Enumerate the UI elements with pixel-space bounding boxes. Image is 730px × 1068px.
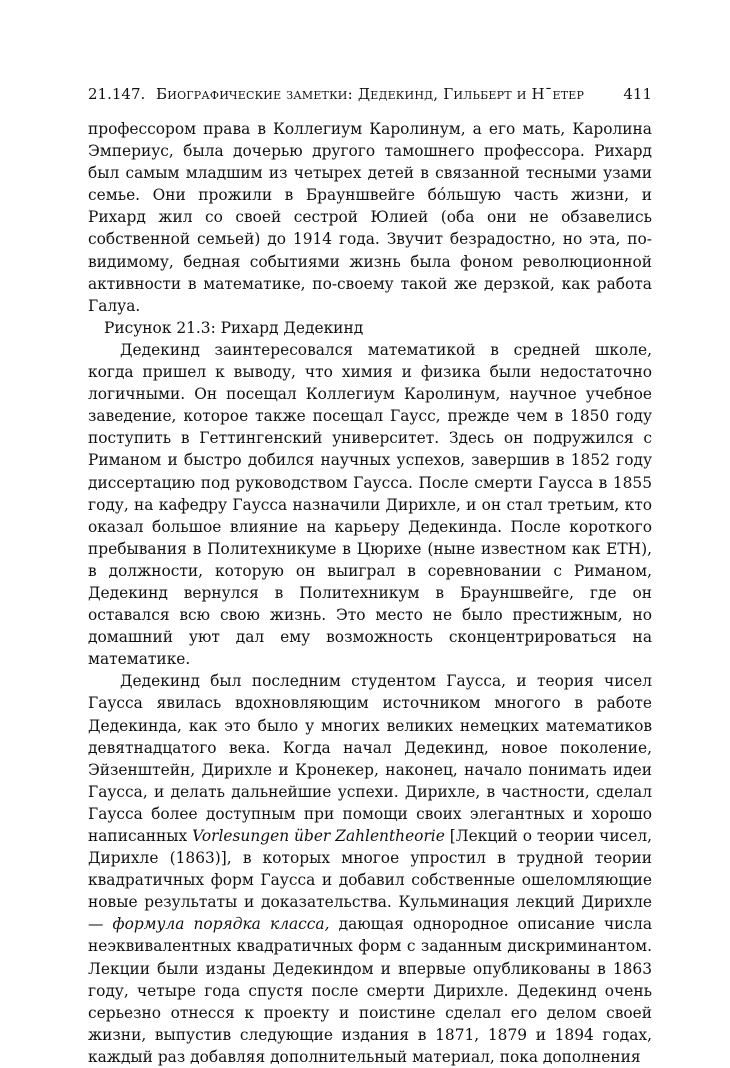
document-page [88,82,652,1068]
section-number: 21.147. [88,85,146,103]
paragraph-3-text-1: Дедекинд был последним студентом Гаусса, и теория чисел Гаусса явилась вдохновляющим источником многого в работе Дедекинда, как это было у многих великих немецких математиков девятнадцатого века. Когда начал Дедекинд, новое поколение, Эйзенштейн, Дирихле и Кронекер, наконец, начало понимать идеи Гаусса, и делать дальнейшие успехи. Дирихле, в частности, сделал Гаусса более доступным при помощи своих элегантных и хорошо написанных [88,672,652,845]
running-head [88,82,652,106]
term-class-number-formula: формула порядка класса, [112,915,330,934]
body-text [88,118,652,1068]
paragraph-3-text-3: дающая однородное описание числа неэквивалентных квадратичных форм с заданным дискриминантом. Лекции были изданы Дедекиндом и впервые опубликованы в 1863 году, четыре года спустя после смерти Дирихле. Дедекинд очень серьезно отнесся к проекту и поистине сделал его делом своей жизни, выпустив следующие издания в 1871, 1879 и 1894 годах, каждый раз добавляя дополнительный материал, пока дополнения [88,915,652,1066]
book-title-vorlesungen: Vorlesungen über Zahlentheorie [192,827,445,845]
paragraph-2: Дедекинд заинтересовался математикой в средней школе, когда пришел к выводу, что химия и физика были недостаточно логичными. Он посещал Коллегиум Каролинум, научное учебное заведение, которое также посещал Гаусс, прежде чем в 1850 году поступить в Геттингенский университет. Здесь он подружился с Риманом и быстро добился научных успехов, завершив в 1852 году диссертацию под руководством Гаусса. После смерти Гаусса в 1855 году, на кафедру Гаусса назначили Дирихле, и он стал третьим, кто оказал большое влияние на карьеру Дедекинда. После короткого пребывания в Политехникуме в Цюрихе (ныне известном как ETH), в должности, которую он выиграл в соревновании с Риманом, Дедекинд вернулся в Политехникум в Брауншвейге, где он оставался всю свою жизнь. Это место не было престижным, но домашний уют дал ему возможность сконцентрироваться на математике. [88,340,652,669]
chapter-title: Биографические заметки: Дедекинд, Гильберт и Н¯етер [156,85,585,103]
figure-caption: Рисунок 21.3: Рихард Дедекинд [104,318,364,337]
paragraph-3 [88,670,652,1068]
paragraph-1: профессором права в Коллегиум Каролинум, а его мать, Каролина Эмпериус, была дочерью другого тамошнего профессора. Рихард был самым младшим из четырех детей в связанной тесными узами семье. Они прожили в Брауншвейге бо́льшую часть жизни, и Рихард жил со своей сестрой Юлией (оба они не обзавелись собственной семьей) до 1914 года. Звучит безрадостно, но эта, по-видимому, бедная событиями жизнь была фоном революционной активности в математике, по-своему такой же дерзкой, как работа Галуа. [88,120,652,315]
page-number: 411 [623,85,652,103]
paragraph-3-text-2: [Лекций о теории чисел, Дирихле (1863)], в которых многое упростил в трудной теории квадратичных форм Гаусса и добавил собственные ошеломляющие новые результаты и доказательства. Кульминация лекций Дирихле — [88,827,652,934]
